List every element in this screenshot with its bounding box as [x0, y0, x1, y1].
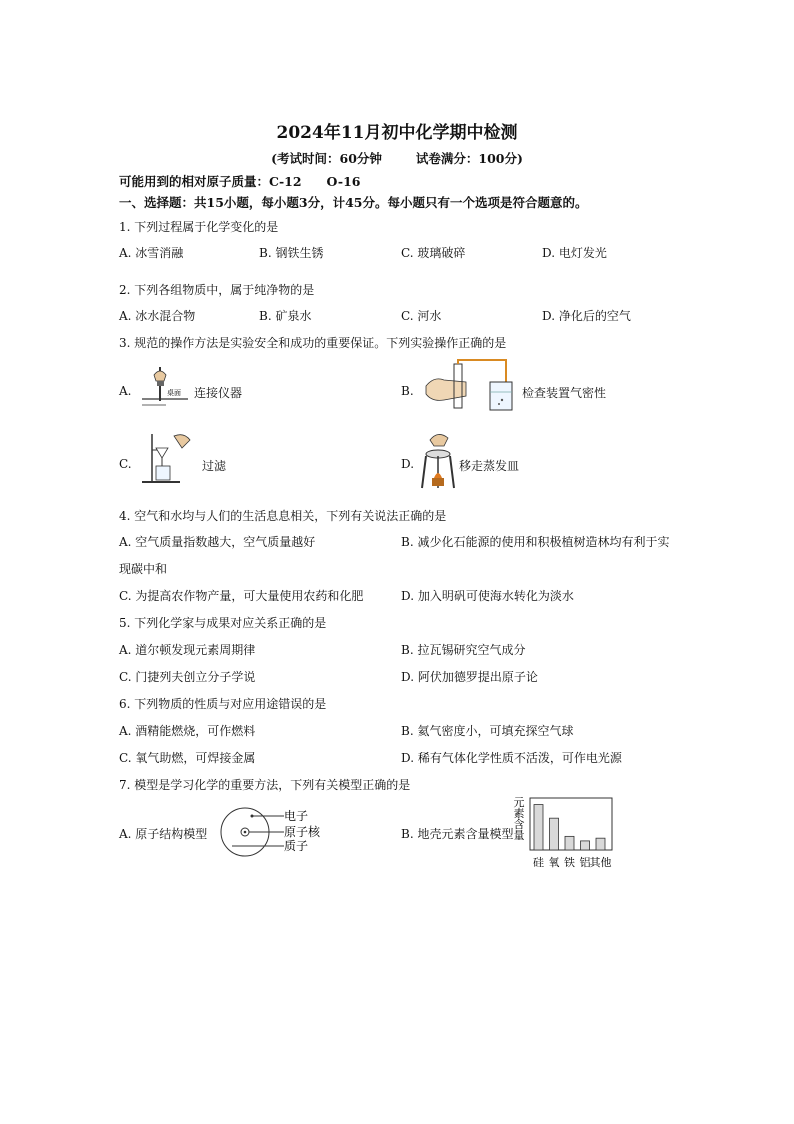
question-3-option-d-letter: D. [401, 457, 415, 471]
question-1-option-c: C. 玻璃破碎 [401, 246, 466, 260]
question-1-stem: 1. 下列过程属于化学变化的是 [119, 220, 279, 234]
question-4-option-a: A. 空气质量指数越大，空气质量越好 [119, 535, 316, 549]
question-7-stem: 7. 模型是学习化学的重要方法，下列有关模型正确的是 [119, 778, 411, 792]
question-2-option-a: A. 冰水混合物 [119, 309, 196, 323]
question-3-option-a-letter: A. [119, 384, 132, 398]
bar-0 [534, 805, 543, 850]
question-3-option-c-text: 过滤 [202, 459, 227, 473]
question-7-option-b: B. 地壳元素含量模型 [401, 827, 514, 841]
bar-3 [581, 841, 590, 850]
proton-label: 质子 [284, 839, 309, 853]
bar-4 [596, 838, 605, 850]
category-label-1: 氧 [548, 856, 560, 869]
question-6-option-c: C. 氧气助燃，可焊接金属 [119, 751, 256, 765]
question-6-stem: 6. 下列物质的性质与对应用途错误的是 [119, 697, 327, 711]
question-4-option-d: D. 加入明矾可使海水转化为淡水 [401, 589, 574, 603]
question-3-option-c-letter: C. [119, 457, 132, 471]
nucleus-label: 原子核 [284, 825, 321, 839]
desk-label: 桌面 [167, 389, 181, 397]
question-3-option-a-text: 连接仪器 [194, 386, 243, 400]
question-4-stem: 4. 空气和水均与人们的生活息息相关，下列有关说法正确的是 [119, 509, 447, 523]
atomic-mass-note: 可能用到的相对原子质量：C-12 O-16 [119, 174, 361, 189]
question-2-option-d: D. 净化后的空气 [542, 309, 631, 323]
electron-label: 电子 [284, 809, 309, 823]
page-title: 2024年11月初中化学期中检测 [276, 123, 518, 143]
question-5-option-c: C. 门捷列夫创立分子学说 [119, 670, 256, 684]
section-heading: 一、选择题：共15小题，每小题3分，计45分。每小题只有一个选项是符合题意的。 [119, 195, 588, 210]
question-4-option-b: B. 减少化石能源的使用和积极植树造林均有利于实 [401, 535, 670, 549]
question-3-option-b-letter: B. [401, 384, 414, 398]
question-1-option-b: B. 钢铁生锈 [259, 246, 324, 260]
question-2-option-c: C. 河水 [401, 309, 442, 323]
crust-element-bar-chart [512, 796, 618, 870]
chart-y-label: 元素含量 [513, 796, 525, 842]
question-6-option-b: B. 氦气密度小，可填充探空气球 [401, 724, 574, 738]
question-4-option-c: C. 为提高农作物产量，可大量使用农药和化肥 [119, 589, 364, 603]
airtightness-check-figure [424, 358, 516, 416]
question-6-option-a: A. 酒精能燃烧，可作燃料 [119, 724, 256, 738]
category-label-3: 铝 [579, 856, 591, 869]
bar-1 [550, 818, 559, 850]
question-5-option-d: D. 阿伏加德罗提出原子论 [401, 670, 538, 684]
category-label-4: 其他 [589, 856, 612, 869]
question-7-option-a: A. 原子结构模型 [119, 827, 208, 841]
question-5-option-b: B. 拉瓦锡研究空气成分 [401, 643, 526, 657]
question-3-option-d-text: 移走蒸发皿 [459, 459, 520, 473]
question-5-stem: 5. 下列化学家与成果对应关系正确的是 [119, 616, 327, 630]
question-6-option-d: D. 稀有气体化学性质不活泼，可作电光源 [401, 751, 622, 765]
question-3-stem: 3. 规范的操作方法是实验安全和成功的重要保证。下列实验操作正确的是 [119, 336, 507, 350]
exam-info [0, 149, 794, 167]
question-2-stem: 2. 下列各组物质中，属于纯净物的是 [119, 283, 315, 297]
category-label-2: 铁 [564, 856, 575, 869]
category-label-0: 硅 [533, 856, 544, 869]
question-1-option-d: D. 电灯发光 [542, 246, 607, 260]
question-2-option-b: B. 矿泉水 [259, 309, 312, 323]
exam-time: (考试时间：60分钟 [271, 151, 382, 166]
bar-2 [565, 836, 574, 850]
question-3-option-b-text: 检查装置气密性 [522, 386, 607, 400]
exam-score: 试卷满分：100分) [415, 151, 523, 166]
connect-apparatus-figure [140, 361, 190, 413]
evaporating-dish-figure [420, 430, 456, 492]
atomic-structure-diagram [212, 806, 332, 862]
question-1-option-a: A. 冰雪消融 [119, 246, 184, 260]
question-4-option-b-continued: 现碳中和 [119, 562, 168, 576]
filtration-figure [140, 430, 196, 486]
question-5-option-a: A. 道尔顿发现元素周期律 [119, 643, 256, 657]
